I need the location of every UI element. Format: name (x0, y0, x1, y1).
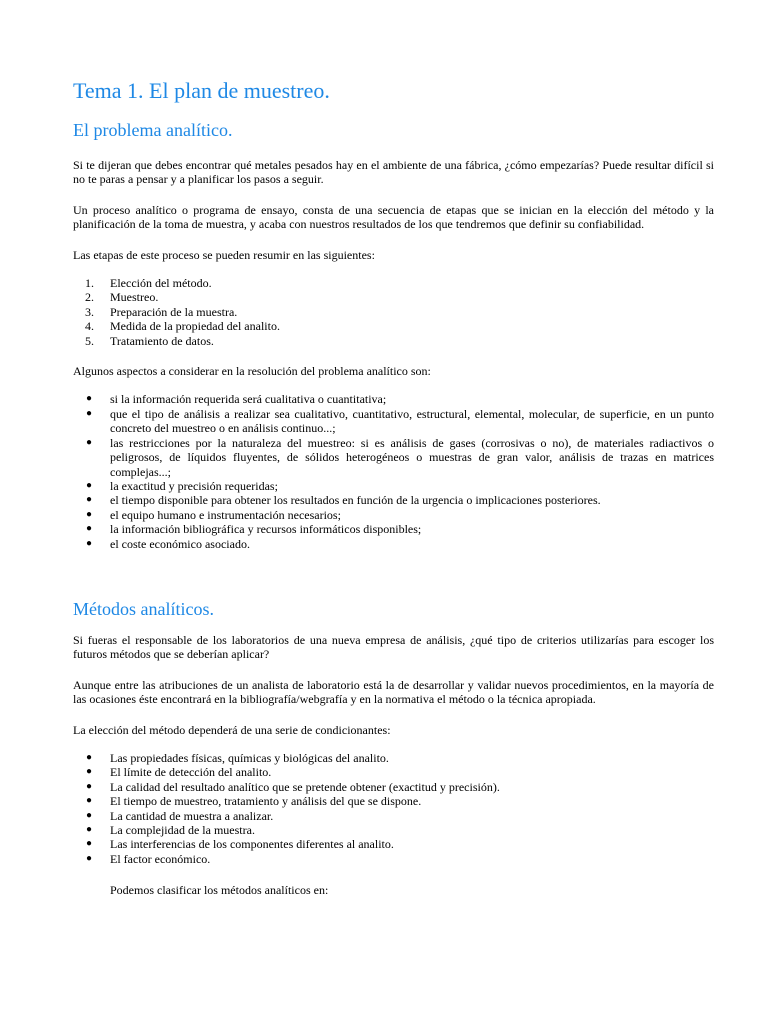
list-item: ● la exactitud y precisión requeridas; (86, 478, 278, 493)
bullet-icon: ● (86, 407, 93, 419)
list-item: ● el tiempo disponible para obtener los resultados en función de la urgencia o implicaciones posteriores. (86, 493, 601, 508)
conditions-list (73, 751, 714, 866)
list-item: ● El factor económico. (86, 851, 211, 866)
section-heading-problema: El problema analítico. (73, 120, 233, 140)
list-item: ● Las propiedades físicas, químicas y biológicas del analito. (86, 750, 389, 765)
list-item: ● las restricciones por la naturaleza del muestreo: si es análisis de gases (corrosivas o no), de materiales radiactivos o peligrosos, de líquidos fluyentes, de sólidos heterogéneos o muestras de gran valor, análisis de trazas en matrices complejas...; (86, 435, 714, 479)
list-item: ● el coste económico asociado. (86, 536, 250, 551)
bullet-icon: ● (86, 795, 93, 807)
list-item: ● Las interferencias de los componentes diferentes al analito. (86, 837, 394, 852)
bullet-icon: ● (86, 751, 93, 763)
paragraph: Si te dijeran que debes encontrar qué metales pesados hay en el ambiente de una fábrica, ¿cómo empezarías? Puede resultar difícil si no te paras a pensar y a planificar los pasos a seguir. (73, 158, 714, 187)
bullet-icon: ● (86, 494, 93, 506)
list-item: ● La cantidad de muestra a analizar. (86, 808, 274, 823)
aspects-list (73, 392, 714, 550)
list-item: ● si la información requerida será cualitativa o cuantitativa; (86, 392, 387, 407)
bullet-icon: ● (86, 508, 93, 520)
paragraph: Podemos clasificar los métodos analíticos en: (110, 883, 329, 898)
bullet-icon: ● (86, 838, 93, 850)
list-item: 4. Medida de la propiedad del analito. (85, 319, 280, 334)
list-item: 5. Tratamiento de datos. (85, 333, 214, 348)
bullet-icon: ● (86, 479, 93, 491)
section-heading-metodos: Métodos analíticos. (73, 598, 214, 619)
bullet-icon: ● (86, 393, 93, 405)
bullet-icon: ● (86, 780, 93, 792)
list-item: ● el equipo humano e instrumentación necesarios; (86, 507, 341, 522)
paragraph: Si fueras el responsable de los laboratorios de una nueva empresa de análisis, ¿qué tipo de criterios utilizarías para escoger los futuros métodos que se deberían aplicar? (73, 632, 714, 662)
bullet-icon: ● (86, 809, 93, 821)
bullet-icon: ● (86, 537, 93, 549)
list-item: ● La calidad del resultado analítico que se pretende obtener (exactitud y precisión). (86, 779, 500, 794)
list-item: ● El tiempo de muestreo, tratamiento y análisis del que se dispone. (86, 794, 422, 809)
bullet-icon: ● (86, 523, 93, 535)
paragraph: Un proceso analítico o programa de ensayo, consta de una secuencia de etapas que se inician en la elección del método y la planificación de la toma de muestra, y acaba con nuestros resultados de los que tendremos que definir su confiabilidad. (73, 202, 714, 232)
bullet-icon: ● (86, 436, 93, 448)
paragraph: Las etapas de este proceso se pueden resumir en las siguientes: (73, 247, 375, 262)
list-item: ● La complejidad de la muestra. (86, 823, 255, 837)
list-item: 2. Muestreo. (85, 290, 159, 305)
steps-list (73, 276, 714, 348)
list-item: ● que el tipo de análisis a realizar sea cualitativo, cuantitativo, estructural, elemental, molecular, de superficie, en un punto concreto del muestreo o en análisis continuo...; (86, 406, 714, 436)
page-title: Tema 1. El plan de muestreo. (73, 78, 330, 103)
list-item: ● la información bibliográfica y recursos informáticos disponibles; (86, 522, 422, 537)
paragraph: Aunque entre las atribuciones de un analista de laboratorio está la de desarrollar y validar nuevos procedimientos, en la mayoría de las ocasiones éste encontrará en la bibliografía/webgrafía y en la normativa el método o la técnica apropiada. (73, 677, 714, 707)
bullet-icon: ● (86, 766, 93, 778)
list-item: 3. Preparación de la muestra. (85, 304, 238, 319)
list-item: ● El límite de detección del analito. (86, 765, 272, 780)
paragraph: Algunos aspectos a considerar en la resolución del problema analítico son: (73, 364, 431, 379)
bullet-icon: ● (86, 824, 93, 835)
bullet-icon: ● (86, 852, 93, 864)
list-item: 1. Elección del método. (85, 276, 212, 291)
paragraph: La elección del método dependerá de una serie de condicionantes: (73, 722, 391, 737)
